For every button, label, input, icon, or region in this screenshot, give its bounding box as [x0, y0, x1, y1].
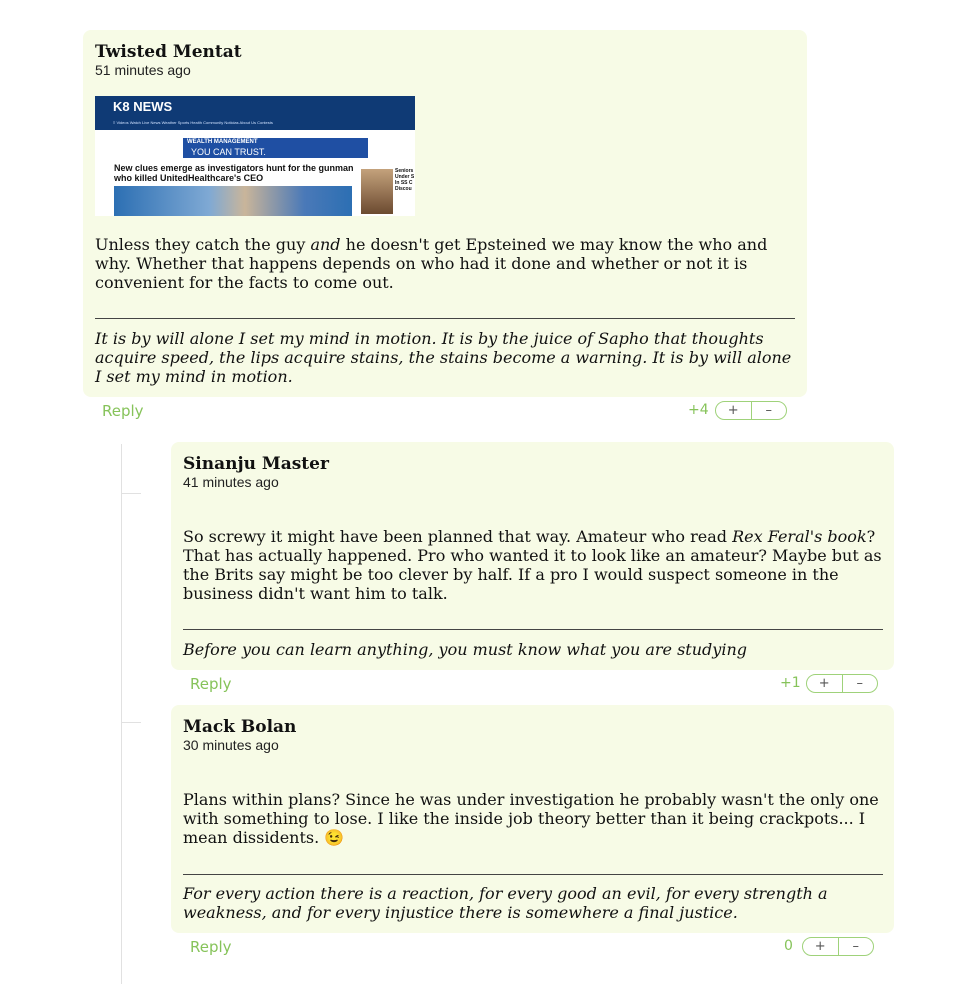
comment-body — [183, 790, 883, 847]
comment-timestamp[interactable]: 41 minutes ago — [183, 474, 279, 490]
comment-signature: For every action there is a reaction, for every good an evil, for every strength a weakness, and for every injustice there is somewhere a final justice. — [183, 884, 828, 922]
comment-text: he doesn't get Epsteined we may know the who and why. Whether that happens depends on who had it done and whether or not it is convenient for the facts to come out. — [95, 235, 768, 292]
news-logo: K8 NEWS — [113, 99, 173, 114]
comment-body — [183, 527, 883, 603]
comment-signature: It is by will alone I set my mind in motion. It is by the juice of Sapho that thoughts acquire speed, the lips acquire stains, the stains become a warning. It is by will alone I set my mind in motion. — [95, 329, 792, 386]
upvote-button[interactable]: + — [727, 403, 739, 418]
news-side-text: Seniors Under S In SS C Discou — [395, 168, 415, 192]
news-headline: New clues emerge as investigators hunt for the gunman who killed UnitedHealthcare's CEO — [114, 163, 354, 183]
signature-divider — [95, 318, 795, 319]
comment-timestamp[interactable]: 30 minutes ago — [183, 737, 279, 753]
vote-score: 0 — [784, 938, 793, 954]
reply-button[interactable]: Reply — [190, 675, 232, 693]
vote-score: +4 — [688, 402, 709, 418]
comment-text-emphasis: and — [310, 235, 341, 254]
signature-divider — [183, 874, 883, 875]
comment-text: Plans within plans? Since he was under investigation he probably wasn't the only one with something to lose. I like the inside job theory better than it being crackpots... I mean dissidents. 😉 — [183, 790, 879, 847]
downvote-button[interactable]: – — [842, 675, 878, 692]
downvote-button[interactable]: – — [838, 938, 874, 955]
news-ad-line2: YOU CAN TRUST. — [191, 147, 266, 157]
thread-connector — [121, 722, 141, 723]
comment-text-emphasis: Rex Feral's book — [732, 527, 867, 546]
comment-author[interactable]: Sinanju Master — [183, 454, 329, 474]
news-image[interactable] — [95, 96, 415, 216]
news-side-photo — [361, 169, 393, 214]
signature-divider — [183, 629, 883, 630]
comment-body — [95, 235, 795, 292]
vote-buttons — [715, 401, 787, 420]
comment-signature: Before you can learn anything, you must know what you are studying — [183, 640, 747, 659]
thread-connector — [121, 493, 141, 494]
comment-timestamp[interactable]: 51 minutes ago — [95, 62, 191, 78]
vote-buttons — [802, 937, 874, 956]
comment-author[interactable]: Twisted Mentat — [95, 42, 242, 62]
news-nav: ≡ Videos Watch Live News Weather Sports Health Community Noticias About Us Contests — [113, 120, 273, 125]
upvote-button[interactable]: + — [818, 676, 830, 691]
comment-text: So screwy it might have been planned that way. Amateur who read — [183, 527, 733, 546]
downvote-button[interactable]: – — [751, 402, 787, 419]
vote-buttons — [806, 674, 878, 693]
comment-author[interactable]: Mack Bolan — [183, 717, 297, 737]
thread-line — [121, 444, 122, 984]
reply-button[interactable]: Reply — [102, 402, 144, 420]
news-photo — [114, 186, 352, 216]
news-ad-line1: WEALTH MANAGEMENT — [187, 139, 258, 145]
upvote-button[interactable]: + — [814, 939, 826, 954]
comment-text: ? That has actually happened. Pro who wanted it to look like an amateur? Maybe but as the Brits say might be too clever by half. If a pro I would suspect someone in the business didn't want him to talk. — [183, 527, 882, 603]
vote-score: +1 — [780, 675, 801, 691]
reply-button[interactable]: Reply — [190, 938, 232, 956]
comment-text: Unless they catch the guy — [95, 235, 311, 254]
